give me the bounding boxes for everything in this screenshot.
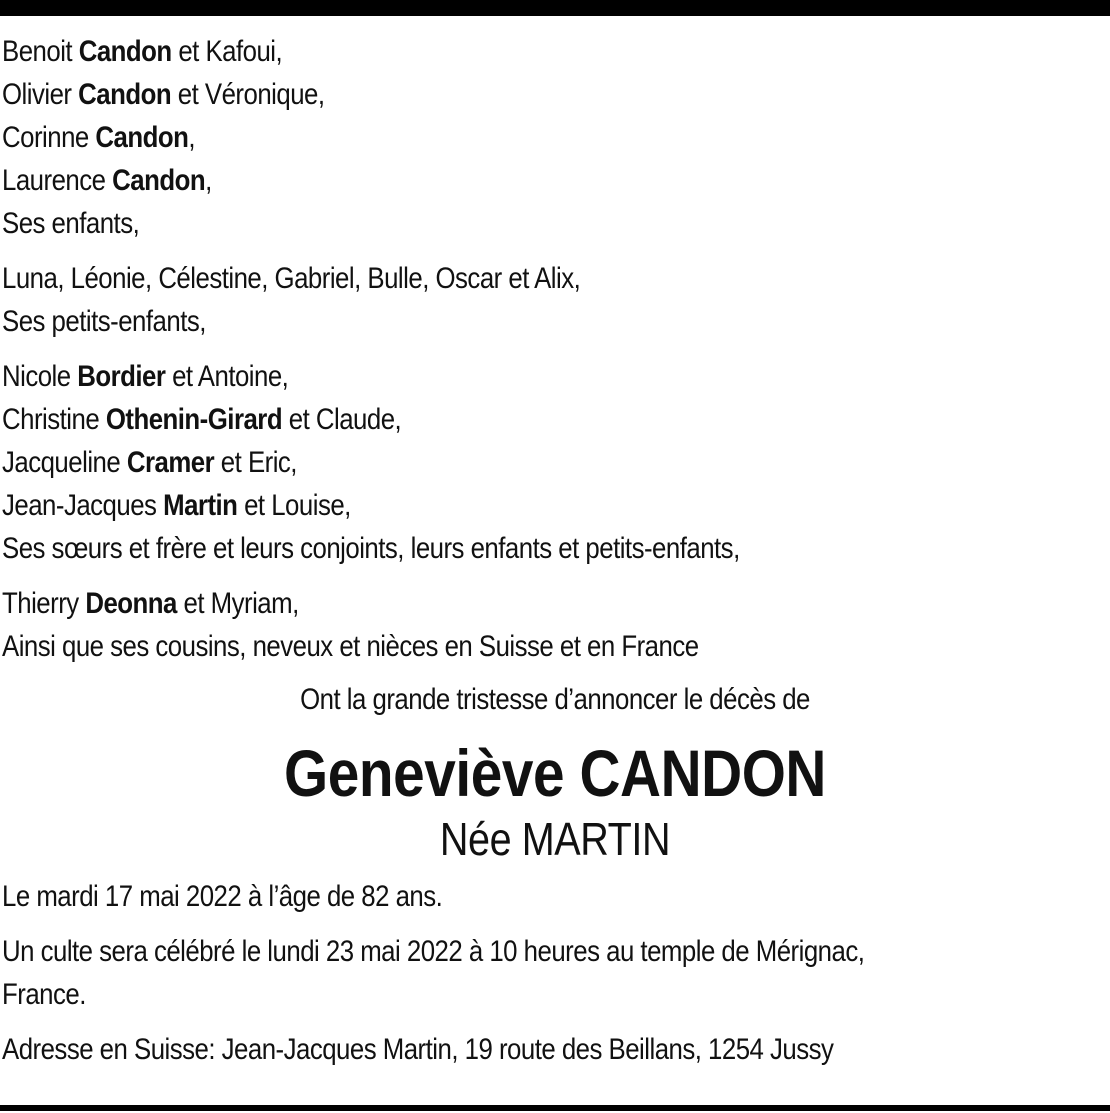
- name-suffix: ,: [205, 164, 212, 197]
- surname: Deonna: [85, 587, 177, 620]
- obituary-notice: [2, 30, 1108, 1071]
- given-name: Laurence: [2, 164, 106, 197]
- other-relatives-line: Ainsi que ses cousins, neveux et nièces en Suisse et en France: [2, 630, 699, 663]
- surname: Candon: [112, 164, 206, 197]
- top-border-rule: [0, 0, 1110, 16]
- announcement-intro: Ont la grande tristesse d’annoncer le décès de: [300, 683, 810, 716]
- name-suffix: et Myriam,: [183, 587, 299, 620]
- surname: Candon: [78, 78, 172, 111]
- name-suffix: et Kafoui,: [178, 35, 283, 68]
- other-relatives-group: [2, 582, 1108, 668]
- given-name: Christine: [2, 403, 100, 436]
- given-name: Jean-Jacques: [2, 489, 157, 522]
- bottom-border-rule: [0, 1105, 1110, 1111]
- family-member-line: [2, 116, 1110, 159]
- siblings-group: [2, 355, 1108, 570]
- name-suffix: et Louise,: [244, 489, 351, 522]
- family-member-line: [2, 30, 1110, 73]
- family-member-line: [2, 398, 1110, 441]
- deceased-name: Geneviève CANDON: [284, 736, 826, 810]
- family-member-line: [2, 582, 1110, 625]
- family-member-line: [2, 355, 1110, 398]
- given-name: Olivier: [2, 78, 72, 111]
- announcement-block: [2, 678, 1108, 867]
- name-suffix: et Claude,: [288, 403, 402, 436]
- surname: Othenin-Girard: [105, 403, 283, 436]
- surname: Candon: [78, 35, 172, 68]
- family-member-line: [2, 441, 1110, 484]
- name-suffix: et Véronique,: [177, 78, 325, 111]
- maiden-name: Née MARTIN: [439, 813, 671, 865]
- family-member-line: [2, 484, 1110, 527]
- surname: Martin: [163, 489, 238, 522]
- siblings-label: Ses sœurs et frère et leurs conjoints, leurs enfants et petits-enfants,: [2, 532, 740, 565]
- given-name: Thierry: [2, 587, 79, 620]
- name-suffix: ,: [188, 121, 196, 154]
- service-line-continued: France.: [2, 978, 86, 1011]
- grandchildren-names: Luna, Léonie, Célestine, Gabriel, Bulle, Oscar et Alix,: [2, 262, 581, 295]
- details-block: [2, 875, 1108, 1071]
- date-of-death-line: Le mardi 17 mai 2022 à l’âge de 82 ans.: [2, 880, 443, 913]
- name-suffix: et Eric,: [220, 446, 297, 479]
- children-label: Ses enfants,: [2, 207, 140, 240]
- surname: Candon: [95, 121, 189, 154]
- name-suffix: et Antoine,: [172, 360, 289, 393]
- family-member-line: [2, 159, 1110, 202]
- service-line: Un culte sera célébré le lundi 23 mai 2022 à 10 heures au temple de Mérignac,: [2, 935, 865, 968]
- grandchildren-group: [2, 257, 1108, 343]
- family-member-line: [2, 73, 1110, 116]
- given-name: Corinne: [2, 121, 89, 154]
- children-group: [2, 30, 1108, 245]
- given-name: Benoit: [2, 35, 73, 68]
- surname: Bordier: [77, 360, 166, 393]
- given-name: Nicole: [2, 360, 71, 393]
- surname: Cramer: [126, 446, 215, 479]
- address-line: Adresse en Suisse: Jean-Jacques Martin, 19 route des Beillans, 1254 Jussy: [2, 1033, 834, 1066]
- grandchildren-label: Ses petits-enfants,: [2, 305, 206, 338]
- given-name: Jacqueline: [2, 446, 121, 479]
